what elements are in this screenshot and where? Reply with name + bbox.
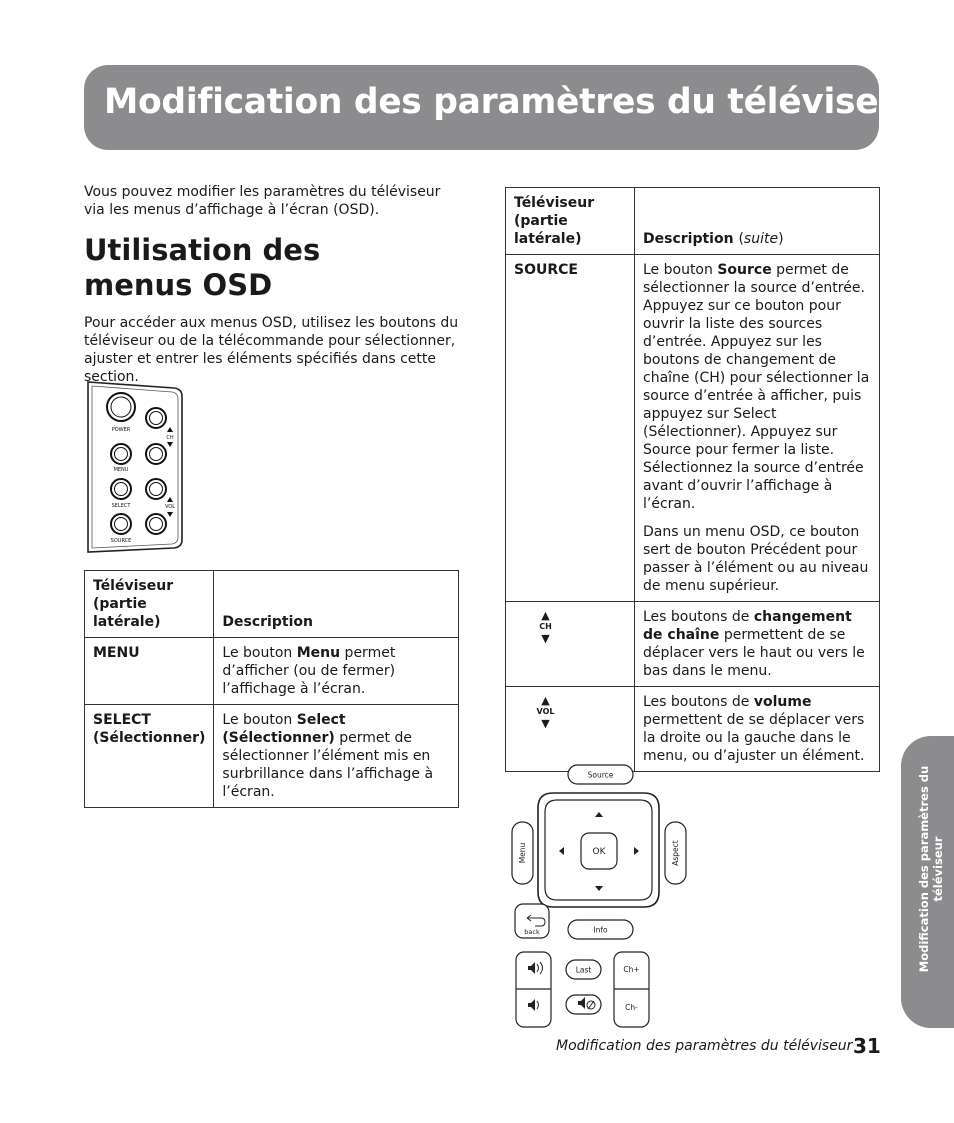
panel-menu-label: MENU	[113, 467, 129, 473]
intro-text: Vous pouvez modifier les paramètres du téléviseur via les menus d’affichage à l’écran (OSD).	[84, 184, 441, 218]
tv-side-panel-illustration	[86, 380, 186, 555]
table-key-cell: MENU	[85, 638, 214, 705]
remote-ok-label: OK	[592, 847, 606, 857]
section-title: Utilisation des menus OSD	[84, 233, 321, 302]
table-row	[85, 638, 459, 705]
remote-info-label: Info	[593, 925, 608, 935]
table-key-cell: SELECT (Sélectionner)	[85, 705, 214, 808]
panel-source-label: SOURCE	[110, 538, 132, 544]
table-key-cell	[506, 602, 635, 687]
remote-control-illustration	[505, 760, 705, 1035]
table-header-cell: Téléviseur (partie latérale)	[85, 571, 214, 638]
panel-ch-label: CH	[166, 435, 174, 441]
vol-label: VOL	[536, 707, 555, 716]
title-banner	[84, 65, 920, 150]
remote-ch-plus-label: Ch+	[623, 965, 640, 974]
panel-vol-label: VOL	[164, 504, 176, 510]
table-desc-cell: Le bouton Select (Sélectionner) permet de sélectionner l’élément mis en surbrillance dans l’affichage à l’écran.	[214, 705, 459, 808]
table-row	[506, 687, 880, 772]
panel-power-label: POWER	[111, 427, 131, 433]
table-key-cell: SOURCE	[506, 255, 635, 602]
section-body: Pour accéder aux menus OSD, utilisez les boutons du téléviseur ou de la télécommande pour sélectionner, ajuster et entrer les éléments spécifiés dans cette section.	[84, 315, 459, 385]
up-arrow-icon: ▲	[541, 609, 550, 622]
up-arrow-icon: ▲	[541, 694, 550, 707]
osd-controls-table	[84, 570, 459, 808]
table-header-row	[85, 571, 459, 638]
table-key-cell	[506, 687, 635, 772]
osd-controls-table-continued	[505, 187, 880, 772]
remote-back-label: back	[524, 928, 540, 936]
down-arrow-icon: ▼	[541, 717, 550, 730]
table-row	[85, 705, 459, 808]
page-title: Modification des paramètres du téléviseur	[104, 82, 920, 122]
footer-title: Modification des paramètres du téléviseur	[556, 1038, 853, 1054]
table-desc-cell: Les boutons de volume permettent de se déplacer vers la droite ou la gauche dans le menu, ou d’ajuster un élément.	[635, 687, 880, 772]
table-row	[506, 602, 880, 687]
side-tab-label: Modification des paramètres du téléviseur	[917, 765, 945, 973]
remote-source-label: Source	[587, 770, 614, 780]
ch-label: CH	[539, 622, 552, 631]
table-desc-cell: Le bouton Menu permet d’afficher (ou de fermer) l’affichage à l’écran.	[214, 638, 459, 705]
table-desc-cell: Les boutons de changement de chaîne permettent de se déplacer vers le haut ou vers le bas dans le menu.	[635, 602, 880, 687]
table-header-cell: Description	[214, 571, 459, 638]
table-header-cell: Description (suite)	[635, 188, 880, 255]
page-number: 31	[853, 1034, 881, 1058]
remote-aspect-label: Aspect	[671, 840, 680, 866]
panel-select-label: SELECT	[111, 503, 131, 509]
remote-menu-label: Menu	[518, 842, 527, 864]
remote-ch-minus-label: Ch-	[625, 1003, 638, 1012]
table-header-cell: Téléviseur (partie latérale)	[506, 188, 635, 255]
remote-last-label: Last	[575, 965, 592, 975]
table-header-row	[506, 188, 880, 255]
table-desc-cell: Le bouton Source permet de sélectionner la source d’entrée. Appuyez sur ce bouton pour ouvrir la liste des sources d’entrée. Appuyez sur les boutons de changement de chaîne (CH) pour sélectionner la source d’entrée à afficher, puis appuyez sur Select (Sélectionner). Appuyez sur Source pour fermer la liste. Sélectionnez la source d’entrée avant d’ouvrir l’affichage à l’écran. Dans un menu OSD, ce bouton sert de bouton Précédent pour passer à l’élément ou au niveau de menu supérieur.	[635, 255, 880, 602]
down-arrow-icon: ▼	[541, 632, 550, 645]
table-row	[506, 255, 880, 602]
